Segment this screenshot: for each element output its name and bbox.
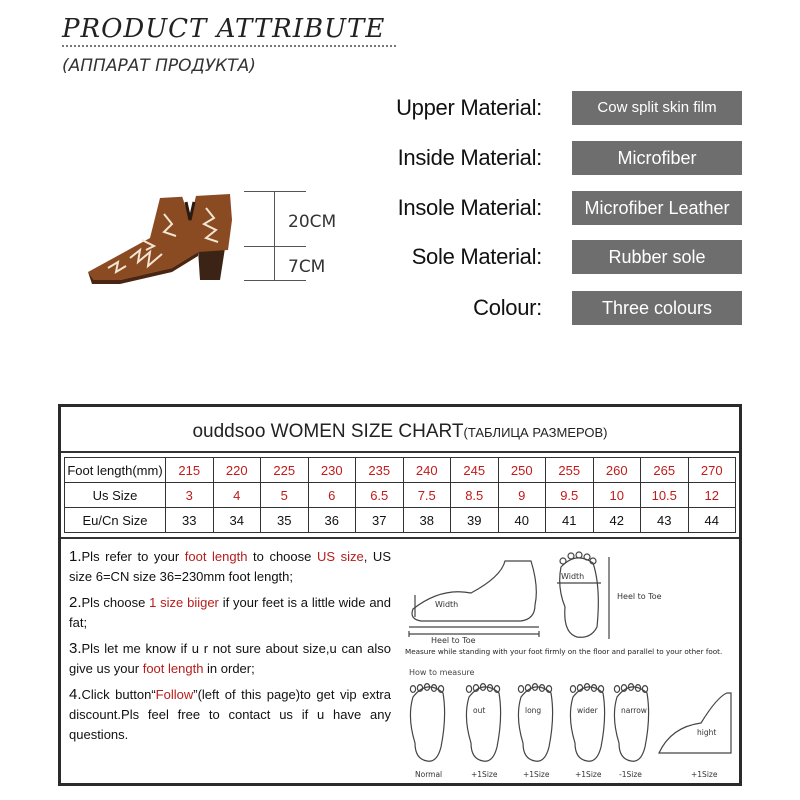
size-cell: 230 [308, 458, 356, 483]
size-cell: 40 [498, 508, 546, 533]
measure-diagram-svg [401, 547, 736, 782]
size-notes [69, 547, 391, 751]
foot-tag: long [525, 706, 542, 715]
size-cell: 245 [451, 458, 499, 483]
size-chart [58, 404, 742, 786]
size-cell: 10.5 [641, 483, 689, 508]
foot-caption: Normal [415, 770, 443, 779]
size-cell: 6 [308, 483, 356, 508]
row-header: Us Size [65, 483, 166, 508]
note-3: 3.Pls let me know if u r not sure about size,u can also give us your foot length in order; [69, 640, 391, 676]
foot-shape-icon [614, 687, 648, 761]
size-chart-title-en: ouddsoo WOMEN SIZE CHART [192, 421, 464, 442]
foot-shape-icon [410, 687, 444, 761]
foot-tag: hight [697, 728, 717, 737]
size-cell: 255 [546, 458, 594, 483]
size-cell: 260 [593, 458, 641, 483]
foot-measure-diagram [401, 547, 736, 782]
foot-caption: +1Size [471, 770, 498, 779]
divider [61, 537, 739, 539]
page-title: PRODUCT ATTRIBUTE [62, 14, 386, 44]
size-cell: 240 [403, 458, 451, 483]
table-row [65, 483, 736, 508]
foot-caption: +1Size [523, 770, 550, 779]
size-cell: 7.5 [403, 483, 451, 508]
row-header: Eu/Cn Size [65, 508, 166, 533]
size-cell: 265 [641, 458, 689, 483]
boot-image [80, 180, 280, 300]
size-cell: 220 [213, 458, 261, 483]
attr-label: Sole Material: [411, 244, 542, 269]
size-cell: 9 [498, 483, 546, 508]
width-label-side: Width [435, 600, 459, 609]
size-cell: 5 [261, 483, 309, 508]
size-cell: 33 [166, 508, 214, 533]
size-cell: 4 [213, 483, 261, 508]
note-4: 4.Click button“Follow”(left of this page)to get vip extra discount.Pls feel free to contact us if u have any questions. [69, 686, 391, 742]
foot-tag: out [473, 706, 486, 715]
size-cell: 9.5 [546, 483, 594, 508]
size-cell: 39 [451, 508, 499, 533]
size-cell: 250 [498, 458, 546, 483]
boot-illustration [80, 180, 370, 300]
foot-shape-icon [570, 687, 604, 761]
attr-insole-material [380, 191, 750, 225]
size-cell: 38 [403, 508, 451, 533]
foot-caption: +1Size [691, 770, 718, 779]
table-row [65, 508, 736, 533]
size-cell: 37 [356, 508, 404, 533]
size-cell: 41 [546, 508, 594, 533]
attr-sole-material [380, 240, 750, 274]
toe-icon [614, 686, 619, 693]
how-to-measure: How to measure [409, 668, 475, 677]
title-underline [62, 45, 396, 47]
width-label-top: Width [561, 572, 585, 581]
attr-inside-material [380, 141, 750, 175]
attr-value: Rubber sole [572, 240, 742, 274]
size-cell: 44 [688, 508, 736, 533]
foot-tag: wider [577, 706, 598, 715]
row-header: Foot length(mm) [65, 458, 166, 483]
size-chart-title-ru: (ТАБЛИЦА РАЗМЕРОВ) [463, 425, 608, 440]
heel-to-toe-top: Heel to Toe [617, 592, 662, 601]
size-cell: 6.5 [356, 483, 404, 508]
size-cell: 225 [261, 458, 309, 483]
foot-shape-icon [466, 687, 500, 761]
note-2: 2.Pls choose 1 size biiger if your feet is a little wide and fat; [69, 594, 392, 630]
size-cell: 235 [356, 458, 404, 483]
boot-height-label: 20CM [288, 212, 337, 232]
size-chart-title [61, 407, 739, 453]
toe-icon [466, 686, 471, 693]
size-cell: 12 [688, 483, 736, 508]
attr-label: Upper Material: [396, 95, 542, 120]
page-subtitle: (АППАРАТ ПРОДУКТА) [62, 56, 256, 76]
size-cell: 10 [593, 483, 641, 508]
size-cell: 270 [688, 458, 736, 483]
foot-shape-icon [518, 687, 552, 761]
heel-to-toe-side: Heel to Toe [431, 636, 476, 645]
attr-label: Inside Material: [397, 145, 542, 170]
size-table [64, 457, 736, 533]
size-cell: 35 [261, 508, 309, 533]
toe-icon [518, 686, 523, 693]
size-cell: 3 [166, 483, 214, 508]
attr-value: Microfiber [572, 141, 742, 175]
attr-value: Three colours [572, 291, 742, 325]
foot-tag: narrow [621, 706, 647, 715]
toe-icon [410, 686, 415, 693]
attr-upper-material [380, 91, 750, 125]
foot-caption: +1Size [575, 770, 602, 779]
size-cell: 36 [308, 508, 356, 533]
size-cell: 43 [641, 508, 689, 533]
measure-instruction: Measure while standing with your foot firmly on the floor and parallel to your other foot. [405, 647, 723, 656]
size-cell: 215 [166, 458, 214, 483]
top-foot-icon [557, 552, 609, 639]
high-instep-foot-icon [659, 693, 731, 753]
attr-label: Colour: [473, 295, 542, 320]
size-cell: 34 [213, 508, 261, 533]
attr-value: Microfiber Leather [572, 191, 742, 225]
attr-label: Insole Material: [397, 195, 542, 220]
attr-colour [380, 291, 750, 325]
foot-caption: -1Size [619, 770, 642, 779]
attr-value: Cow split skin film [572, 91, 742, 125]
size-cell: 8.5 [451, 483, 499, 508]
toe-icon [570, 686, 575, 693]
side-foot-icon [409, 561, 539, 637]
table-row [65, 458, 736, 483]
follow-link[interactable]: Follow [155, 687, 194, 702]
heel-height-label: 7CM [288, 257, 326, 277]
note-1: 1.Pls refer to your foot length to choose US size, US size 6=CN size 36=230mm foot length; [69, 548, 391, 584]
size-cell: 42 [593, 508, 641, 533]
